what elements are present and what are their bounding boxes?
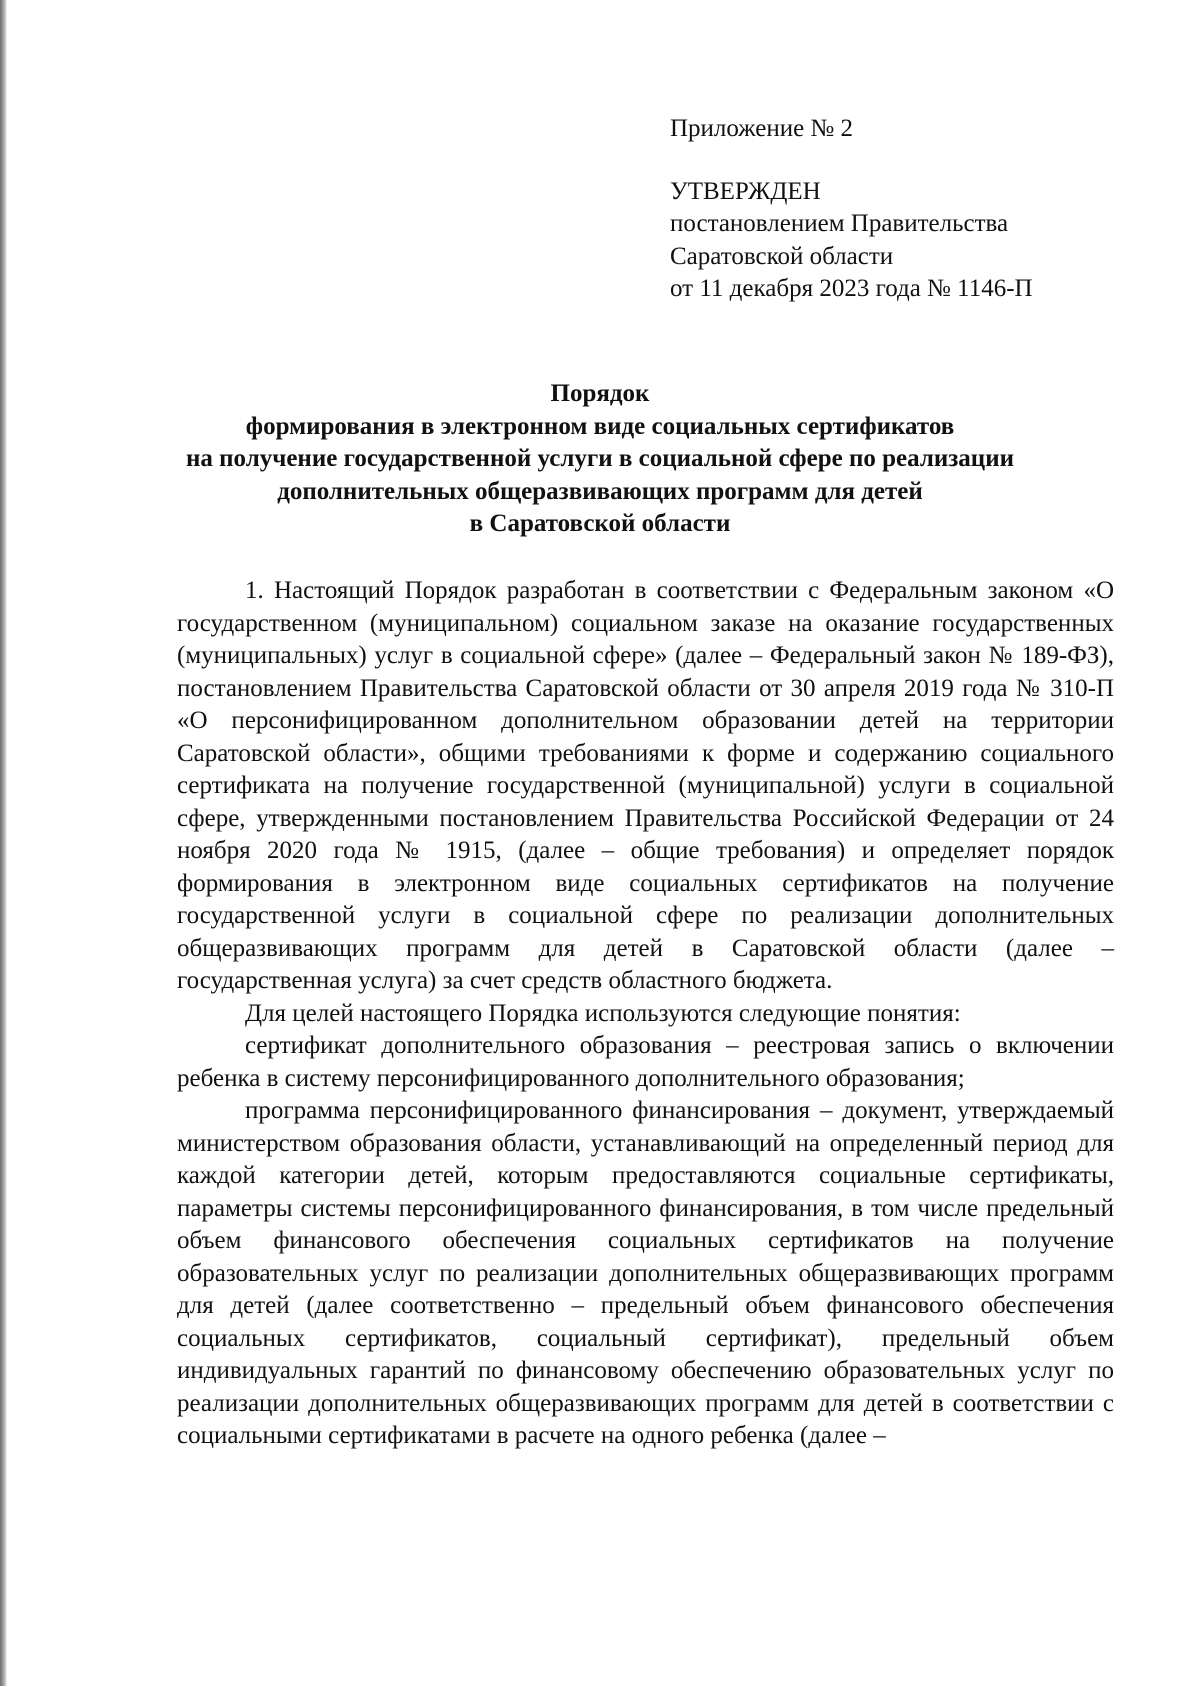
- document-body: [177, 575, 1114, 1453]
- document-title: [150, 378, 1050, 541]
- paragraph-1: 1. Настоящий Порядок разработан в соответствии с Федеральным законом «О государственном (муниципальном) социальном заказе на оказание государственных (муниципальных) услуг в социальной сфере» (далее – Федеральный закон № 189-ФЗ), постановлением Правительства Саратовской области от 30 апреля 2019 года № 310-П «О персонифицированном дополнительном образовании детей на территории Саратовской области», общими требованиями к форме и содержанию социального сертификата на получение государственной (муниципальной) услуги в социальной сфере, утвержденными постановлением Правительства Российской Федерации от 24 ноября 2020 года № 1915, (далее – общие требования) и определяет порядок формирования в электронном виде социальных сертификатов на получение государственной услуги в социальной сфере по реализации дополнительных общеразвивающих программ для детей в Саратовской области (далее – государственная услуга) за счет средств областного бюджета.: [177, 577, 1114, 994]
- scan-edge-shadow: [0, 0, 7, 1686]
- title-line-5: в Саратовской области: [469, 510, 731, 537]
- approved-by-line-1: постановлением Правительства: [670, 210, 1009, 237]
- title-line-2: формирования в электронном виде социальных сертификатов: [245, 412, 955, 440]
- approved-label: УТВЕРЖДЕН: [670, 177, 821, 205]
- paragraph-2: Для целей настоящего Порядка используются следующие понятия:: [245, 999, 961, 1027]
- approval-block: [670, 113, 1150, 306]
- paragraph-3: сертификат дополнительного образования – реестровая запись о включении ребенка в систему персонифицированного дополнительного образования;: [177, 1032, 1114, 1092]
- paragraph-4: программа персонифицированного финансирования – документ, утверждаемый министерством образования области, устанавливающий на определенный период для каждой категории детей, которым предоставляются социальные сертификаты, параметры системы персонифицированного финансирования, в том числе предельный объем финансового обеспечения социальных сертификатов на получение образовательных услуг по реализации дополнительных общеразвивающих программ для детей (далее соответственно – предельный объем финансового обеспечения социальных сертификатов, социальный сертификат), предельный объем индивидуальных гарантий по финансовому обеспечению образовательных услуг по реализации дополнительных общеразвивающих программ для детей в соответствии с социальными сертификатами в расчете на одного ребенка (далее –: [177, 1097, 1114, 1449]
- title-line-3: на получение государственной услуги в социальной сфере по реализации: [185, 445, 1015, 472]
- appendix-number: Приложение № 2: [670, 115, 854, 142]
- title-line-1: Порядок: [550, 380, 650, 407]
- title-line-4: дополнительных общеразвивающих программ для детей: [277, 477, 923, 505]
- approved-by-line-2: Саратовской области: [670, 242, 894, 270]
- approved-date: от 11 декабря 2023 года № 1146-П: [670, 275, 1033, 302]
